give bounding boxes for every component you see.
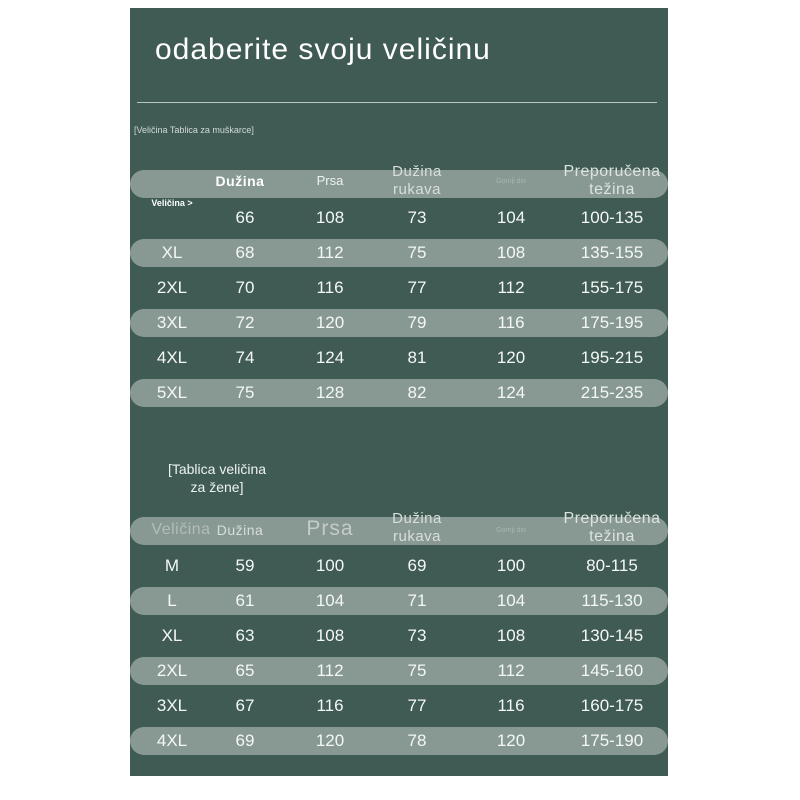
- table-cell-chest: 116: [316, 696, 344, 715]
- table-row: [130, 587, 668, 615]
- column-header-chest: Prsa: [316, 173, 344, 188]
- table-cell-length: 68: [235, 243, 255, 262]
- table-row: [130, 727, 668, 755]
- men-header-row: [130, 163, 668, 198]
- table-cell-weight: 80-115: [586, 556, 638, 575]
- table-cell-size: 2XL: [156, 278, 188, 297]
- table-cell-top: 100: [496, 556, 526, 575]
- table-cell-top: 124: [496, 383, 526, 402]
- table-cell-chest: 120: [315, 313, 345, 332]
- size-column-label: Veličina >: [151, 198, 193, 208]
- column-header-top: Gornji dio: [496, 527, 526, 534]
- table-cell-sleeve: 75: [407, 243, 427, 262]
- table-cell-chest: 108: [315, 626, 345, 645]
- table-cell-chest: 112: [316, 243, 344, 262]
- table-row: [130, 552, 668, 580]
- table-cell-chest: 100: [315, 556, 345, 575]
- table-row: [130, 344, 668, 372]
- column-header-sleeve: Dužina rukava: [392, 163, 442, 198]
- table-row: [130, 204, 668, 232]
- table-cell-length: 65: [235, 661, 255, 680]
- table-cell-length: 66: [235, 208, 255, 227]
- title-divider: [137, 102, 657, 103]
- table-cell-length: 67: [235, 696, 255, 715]
- table-cell-size: 5XL: [156, 383, 188, 402]
- table-cell-weight: 160-175: [580, 696, 644, 715]
- table-cell-sleeve: 82: [407, 383, 427, 402]
- column-header-size: Veličina: [151, 521, 211, 538]
- table-cell-sleeve: 73: [407, 626, 427, 645]
- table-cell-size: 2XL: [156, 661, 188, 680]
- table-cell-chest: 124: [315, 348, 345, 367]
- women-table-caption: [Tablica veličina za žene]: [167, 461, 267, 495]
- table-row: [130, 622, 668, 650]
- table-cell-length: 72: [235, 313, 255, 332]
- table-cell-length: 61: [235, 591, 255, 610]
- men-table-caption: [Veličina Tablica za muškarce]: [134, 125, 254, 135]
- women-header-row: [130, 510, 668, 545]
- table-cell-weight: 175-195: [580, 313, 644, 332]
- table-cell-weight: 130-145: [580, 626, 644, 645]
- table-cell-sleeve: 75: [407, 661, 427, 680]
- table-cell-size: 3XL: [156, 696, 188, 715]
- table-cell-weight: 145-160: [580, 661, 644, 680]
- table-row: [130, 274, 668, 302]
- table-cell-size: L: [167, 591, 177, 610]
- table-cell-top: 120: [496, 731, 526, 750]
- table-cell-size: XL: [161, 243, 183, 262]
- table-cell-top: 112: [497, 661, 525, 680]
- column-header-length: Dužina: [215, 173, 265, 189]
- table-cell-top: 104: [496, 591, 526, 610]
- table-cell-sleeve: 69: [407, 556, 427, 575]
- table-cell-chest: 116: [316, 278, 344, 297]
- table-cell-length: 70: [235, 278, 255, 297]
- table-cell-weight: 175-190: [580, 731, 644, 750]
- page-title: odaberite svoju veličinu: [155, 33, 491, 66]
- column-header-length: Dužina: [216, 522, 264, 538]
- table-row: [130, 379, 668, 407]
- table-cell-weight: 215-235: [580, 383, 644, 402]
- table-cell-chest: 104: [315, 591, 345, 610]
- table-cell-length: 69: [235, 731, 255, 750]
- table-cell-length: 63: [235, 626, 255, 645]
- column-header-weight: Preporučena težina: [563, 163, 661, 198]
- table-cell-length: 74: [235, 348, 255, 367]
- column-header-weight: Preporučena težina: [563, 510, 661, 545]
- column-header-chest: Prsa: [306, 517, 354, 540]
- table-row: [130, 309, 668, 337]
- table-cell-chest: 120: [315, 731, 345, 750]
- table-cell-top: 116: [497, 313, 525, 332]
- table-row: [130, 692, 668, 720]
- table-cell-size: 3XL: [156, 313, 188, 332]
- table-cell-sleeve: 79: [407, 313, 427, 332]
- column-header-sleeve: Dužina rukava: [392, 510, 442, 545]
- table-cell-weight: 100-135: [580, 208, 644, 227]
- table-cell-chest: 128: [315, 383, 345, 402]
- table-cell-length: 75: [235, 383, 255, 402]
- table-cell-size: 4XL: [156, 348, 188, 367]
- table-cell-length: 59: [235, 556, 255, 575]
- table-cell-sleeve: 73: [407, 208, 427, 227]
- table-cell-top: 120: [496, 348, 526, 367]
- table-cell-weight: 115-130: [581, 591, 643, 610]
- table-cell-size: M: [164, 556, 180, 575]
- column-header-top: Gornji dio: [496, 178, 526, 185]
- table-cell-chest: 108: [315, 208, 345, 227]
- table-row: [130, 657, 668, 685]
- table-cell-weight: 135-155: [580, 243, 644, 262]
- table-cell-top: 108: [496, 626, 526, 645]
- table-cell-weight: 155-175: [580, 278, 644, 297]
- table-cell-top: 108: [496, 243, 526, 262]
- table-cell-weight: 195-215: [580, 348, 644, 367]
- table-cell-sleeve: 78: [407, 731, 427, 750]
- table-cell-sleeve: 77: [407, 696, 427, 715]
- table-cell-top: 112: [497, 278, 525, 297]
- table-cell-size: 4XL: [156, 731, 188, 750]
- table-cell-sleeve: 77: [407, 278, 427, 297]
- table-cell-sleeve: 71: [407, 591, 427, 610]
- table-cell-top: 104: [496, 208, 526, 227]
- table-cell-sleeve: 81: [407, 348, 427, 367]
- table-cell-chest: 112: [316, 661, 344, 680]
- table-cell-top: 116: [497, 696, 525, 715]
- table-row: [130, 239, 668, 267]
- table-cell-size: XL: [161, 626, 183, 645]
